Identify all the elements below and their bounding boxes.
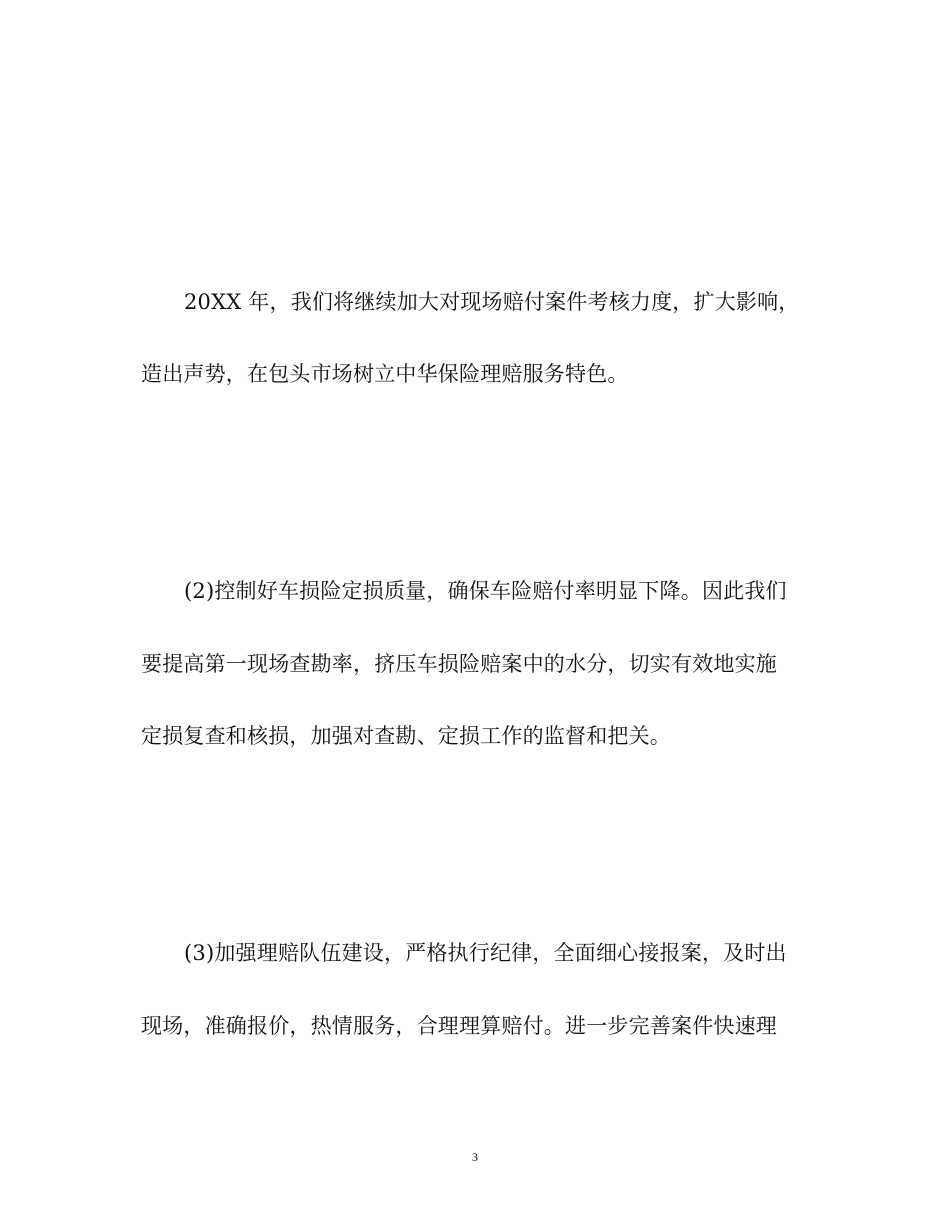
paragraph-line: 20XX 年，我们将继续加大对现场赔付案件考核力度，扩大影响， — [184, 290, 800, 314]
paragraph-line: 造出声势，在包头市场树立中华保险理赔服务特色。 — [141, 362, 629, 386]
paragraph-line: 要提高第一现场查勘率，挤压车损险赔案中的水分，切实有效地实施 — [141, 652, 777, 676]
page-number: 3 — [472, 1150, 478, 1164]
paragraph-line: 定损复查和核损，加强对查勘、定损工作的监督和把关。 — [141, 724, 671, 748]
paragraph-line: 现场，准确报价，热情服务，合理理算赔付。进一步完善案件快速理 — [141, 1014, 777, 1038]
paragraph-line: (3)加强理赔队伍建设，严格执行纪律，全面细心接报案，及时出 — [184, 941, 787, 965]
paragraph-line: (2)控制好车损险定损质量，确保车险赔付率明显下降。因此我们 — [184, 579, 787, 603]
